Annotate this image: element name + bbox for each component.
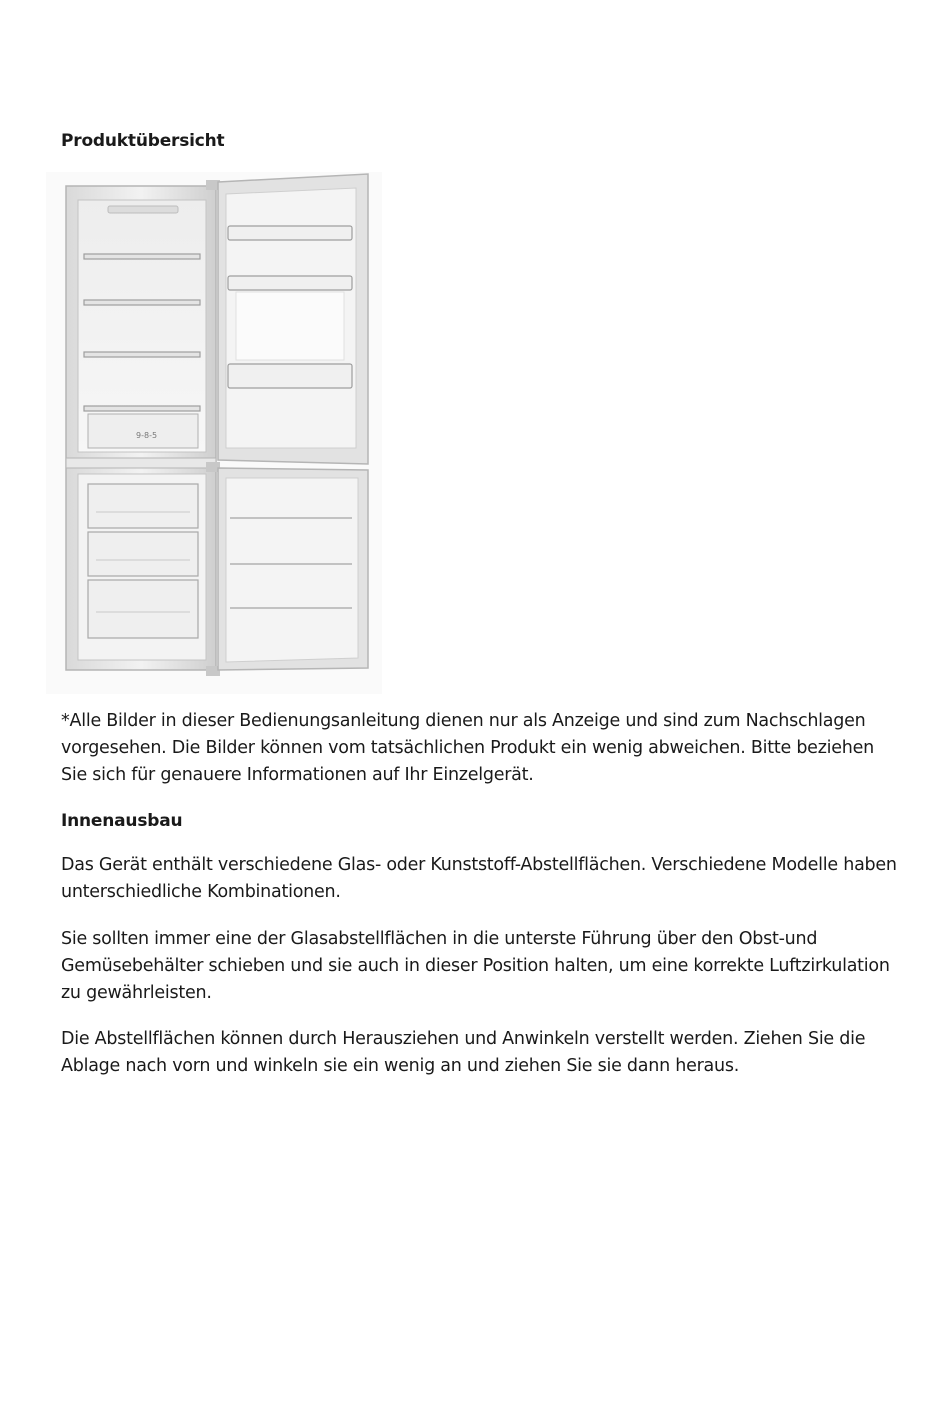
display-text: 9-8-5 xyxy=(136,431,158,440)
image-disclaimer: *Alle Bilder in dieser Bedienungsanleitung dienen nur als Anzeige und sind zum Nachschlagen vorgesehen. Die Bilder können vom tatsächlichen Produkt ein wenig abweichen. Bitte beziehen Sie sich für genauere Informationen auf Ihr Einzelgerät. xyxy=(61,711,874,785)
interior-paragraph-3: Die Abstellflächen können durch Herausziehen und Anwinkeln verstellt werden. Ziehen Sie die Ablage nach vorn und winkeln sie ein wenig an und ziehen Sie sie dann heraus. xyxy=(61,1029,866,1076)
section-title-overview: Produktübersicht xyxy=(61,131,225,151)
section-title-interior: Innenausbau xyxy=(61,811,183,831)
interior-paragraph-1: Das Gerät enthält verschiedene Glas- oder Kunststoff-Abstellflächen. Verschiedene Modelle haben unterschiedliche Kombinationen. xyxy=(61,855,897,902)
interior-paragraph-2: Sie sollten immer eine der Glasabstellflächen in die unterste Führung über den Obst-und Gemüsebehälter schieben und sie auch in dieser Position halten, um eine korrekte Luftzirkulation zu gewährleisten. xyxy=(61,929,890,1003)
fridge-illustration xyxy=(46,172,382,694)
